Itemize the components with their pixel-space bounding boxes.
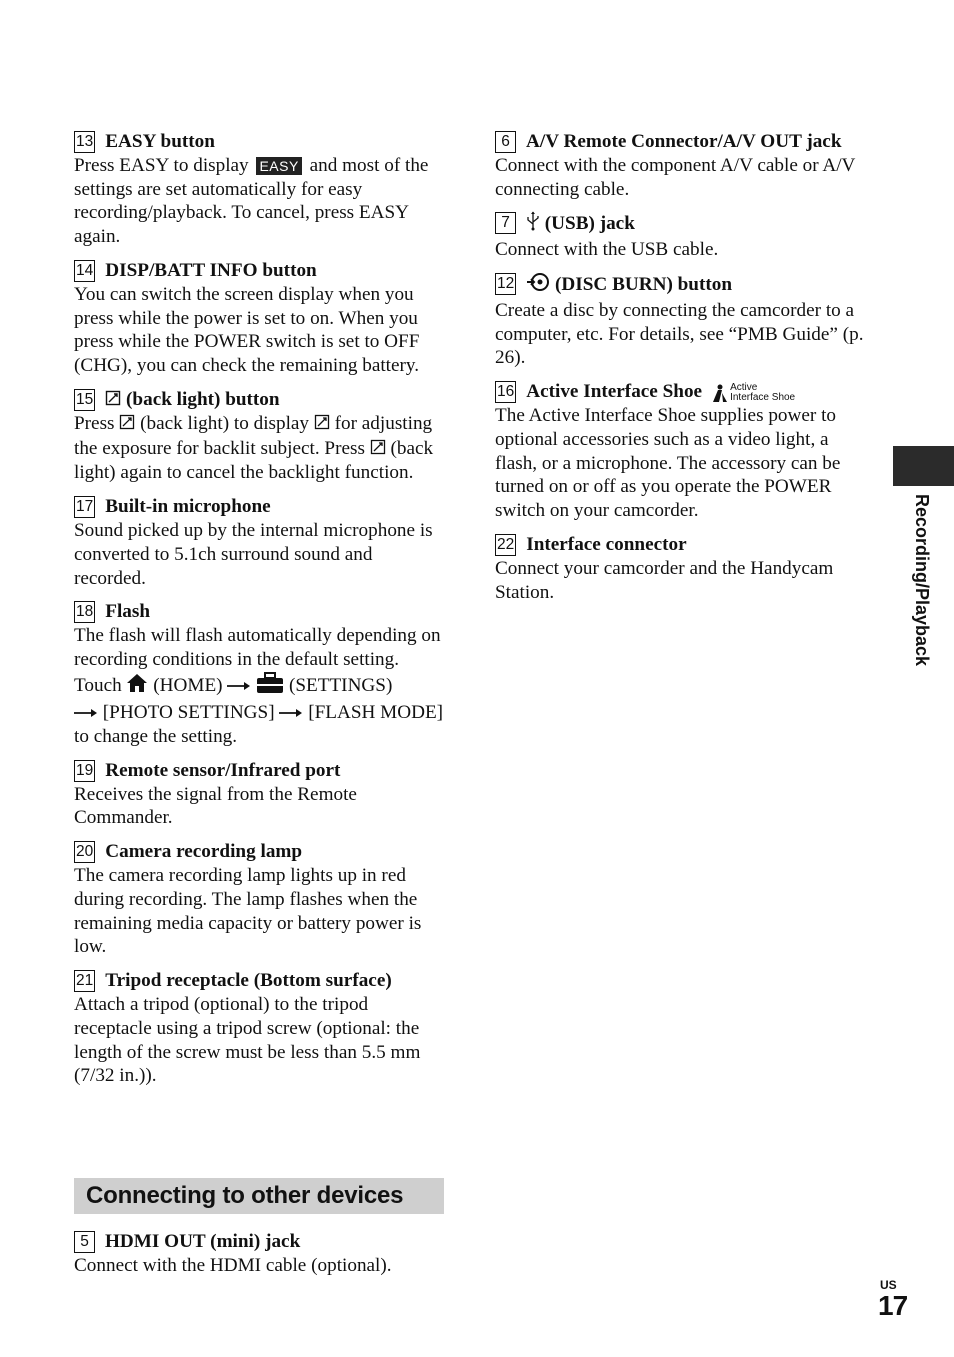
item-active-interface-shoe: [495, 380, 865, 523]
item-title: Flash: [105, 601, 151, 623]
home-icon: [126, 673, 148, 700]
back-light-icon: [119, 413, 135, 437]
usb-icon: [526, 211, 540, 238]
logo-line: Interface Shoe: [730, 391, 796, 403]
back-light-icon: [314, 413, 330, 437]
shoe-icon: [710, 383, 730, 403]
item-av-remote-connector: [495, 130, 865, 201]
item-body: Connect your camcorder and the Handycam Station.: [495, 557, 834, 603]
item-body: Press EASY to display: [74, 154, 254, 176]
item-number: 17: [74, 496, 95, 518]
item-title: Tripod receptacle (Bottom surface): [105, 970, 392, 992]
item-number: 7: [495, 212, 516, 234]
item-body: (SETTINGS): [284, 674, 393, 696]
item-body: The Active Interface Shoe supplies power to optional accessories such as a video light, a flash, or a microphone. The accessory can be turned on or off as you operate the POWER switch on your camcorder.: [495, 404, 841, 522]
section-items: [74, 1230, 446, 1288]
item-body: Touch: [74, 674, 127, 696]
item-title: EASY button: [105, 131, 215, 152]
item-number: 21: [74, 970, 95, 992]
item-body: [PHOTO SETTINGS]: [98, 701, 280, 723]
item-title: (DISC BURN) button: [555, 273, 733, 295]
item-number: 20: [74, 841, 95, 863]
item-body: Create a disc by connecting the camcorder to a computer, etc. For details, see “PMB Guide” (p. 26).: [495, 299, 864, 369]
item-number: 12: [495, 273, 516, 295]
item-disc-burn-button: [495, 272, 865, 370]
chapter-label: [908, 494, 938, 674]
item-body: The flash will flash automatically depending on recording conditions in the default setting.: [74, 625, 441, 670]
item-easy-button: [74, 130, 446, 249]
item-number: 13: [74, 131, 95, 153]
item-title: Remote sensor/Infrared port: [105, 759, 341, 781]
item-back-light-button: [74, 388, 446, 485]
item-title: (USB) jack: [544, 213, 635, 235]
item-body: [FLASH MODE] to change the setting.: [74, 701, 444, 748]
item-title: Interface connector: [526, 533, 687, 555]
arrow-right-icon: [227, 674, 251, 698]
item-number: 6: [495, 131, 516, 153]
section-heading: Connecting to other devices: [74, 1178, 444, 1214]
item-body: Connect with the USB cable.: [495, 239, 719, 261]
back-light-icon: [105, 389, 121, 413]
item-body: Connect with the component A/V cable or A/V connecting cable.: [495, 154, 856, 200]
item-number: 19: [74, 760, 95, 782]
item-title: Built-in microphone: [105, 496, 271, 518]
item-body: (back light) again to cancel the backlight function.: [74, 437, 434, 484]
chapter-tab: [893, 446, 954, 486]
disc-burn-icon: [526, 272, 550, 299]
item-disp-batt-info-button: [74, 259, 446, 378]
item-hdmi-out-jack: [74, 1230, 446, 1278]
item-body: Receives the signal from the Remote Commander.: [74, 783, 357, 829]
item-body: Press: [74, 413, 120, 435]
item-flash: [74, 600, 446, 748]
item-tripod-receptacle: [74, 969, 446, 1088]
logo-line: Active: [730, 381, 758, 393]
item-number: 16: [495, 381, 516, 403]
item-body: (HOME): [148, 674, 228, 696]
item-body: Sound picked up by the internal microphone is converted to 5.1ch surround sound and recorded.: [74, 520, 433, 589]
easy-icon: EASY: [256, 157, 301, 175]
active-interface-shoe-logo: [710, 383, 795, 403]
item-interface-connector: [495, 533, 865, 604]
item-number: 5: [74, 1231, 95, 1253]
arrow-right-icon: [279, 701, 303, 725]
chapter-label-text: Recording/Playback: [912, 494, 932, 667]
item-number: 14: [74, 260, 95, 282]
item-title: A/V Remote Connector/A/V OUT jack: [526, 131, 842, 152]
page-number: 17: [878, 1290, 908, 1321]
right-column: [495, 130, 865, 614]
item-usb-jack: [495, 211, 865, 262]
back-light-icon: [370, 438, 386, 462]
item-number: 18: [74, 601, 95, 623]
arrow-right-icon: [74, 701, 98, 725]
item-body: Connect with the HDMI cable (optional).: [74, 1254, 392, 1276]
item-camera-recording-lamp: [74, 840, 446, 959]
item-body: The camera recording lamp lights up in red during recording. The lamp flashes when the remaining media capacity or battery power is low.: [74, 865, 422, 958]
item-body: Attach a tripod (optional) to the tripod receptacle using a tripod screw (optional: the length of the screw must be less than 5.5 mm (7/32 in.)).: [74, 994, 421, 1087]
left-column: [74, 130, 446, 1098]
item-remote-sensor: [74, 759, 446, 830]
item-built-in-microphone: [74, 495, 446, 590]
page-region-code: US: [880, 1278, 897, 1292]
item-title: DISP/BATT INFO button: [105, 259, 317, 281]
item-body: and most of the settings are set automatically for easy recording/playback. To cancel, press EASY again.: [74, 154, 429, 248]
item-number: 15: [74, 389, 95, 411]
item-title: HDMI OUT (mini) jack: [105, 1231, 301, 1252]
settings-toolbox-icon: [256, 672, 284, 701]
item-title: Camera recording lamp: [105, 841, 303, 863]
item-body: (back light) to display: [135, 413, 314, 435]
item-number: 22: [495, 534, 516, 556]
item-title: Active Interface Shoe: [526, 381, 703, 403]
item-title: (back light) button: [126, 388, 280, 410]
item-body: for adjusting the exposure for backlit subject. Press: [74, 413, 433, 459]
item-body: You can switch the screen display when you press while the power is set to on. When you press while the POWER switch is set to OFF (CHG), you can check the remaining battery.: [74, 283, 420, 377]
